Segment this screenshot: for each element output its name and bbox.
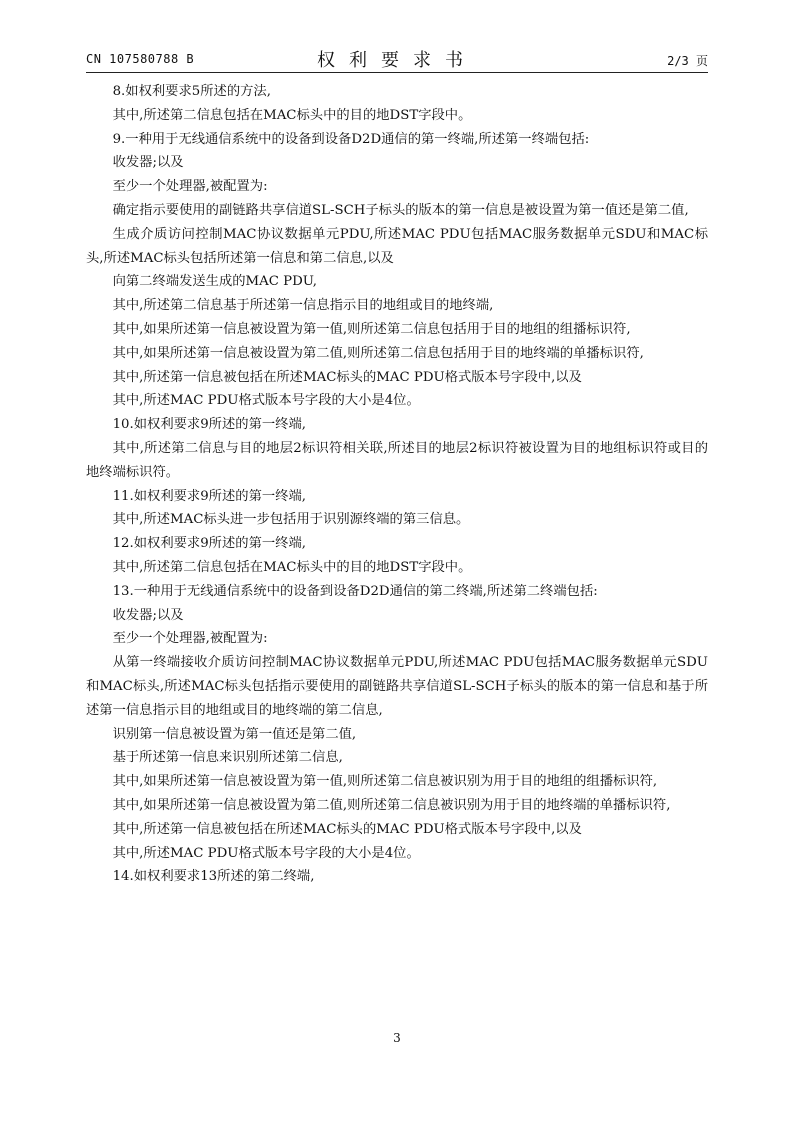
claim-paragraph: 12.如权利要求9所述的第一终端, (112, 536, 306, 552)
claim-paragraph: 至少一个处理器,被配置为: (112, 631, 268, 647)
claim-paragraph: 其中,所述第二信息包括在MAC标头中的目的地DST字段中。 (112, 559, 472, 575)
claim-paragraph: 从第一终端接收介质访问控制MAC协议数据单元PDU,所述MAC PDU包括MAC服务数据单元SDU和MAC标头,所述MAC标头包括指示要使用的副链路共享信道SL-SCH子标头的版本的第一信息和基于所述第一信息指示目的地组或目的地终端的第二信息, (86, 655, 708, 718)
patent-number: CN 107580788 B (86, 52, 195, 66)
claim-paragraph: 14.如权利要求13所述的第二终端, (112, 869, 315, 885)
claim-paragraph: 其中,所述第一信息被包括在所述MAC标头的MAC PDU格式版本号字段中,以及 (112, 821, 582, 837)
claim-paragraph: 确定指示要使用的副链路共享信道SL-SCH子标头的版本的第一信息是被设置为第一值还是第二值, (112, 202, 689, 218)
claim-paragraph: 其中,如果所述第一信息被设置为第二值,则所述第二信息被识别为用于目的地终端的单播标识符, (112, 797, 671, 813)
claim-paragraph: 其中,所述第二信息与目的地层2标识符相关联,所述目的地层2标识符被设置为目的地组标识符或目的地终端标识符。 (86, 440, 708, 480)
claim-paragraph: 至少一个处理器,被配置为: (112, 179, 268, 195)
claim-paragraph: 其中,所述第二信息包括在MAC标头中的目的地DST字段中。 (112, 107, 472, 123)
claim-paragraph: 11.如权利要求9所述的第一终端, (112, 488, 306, 504)
claim-paragraph: 10.如权利要求9所述的第一终端, (112, 417, 306, 433)
claim-paragraph: 其中,如果所述第一信息被设置为第二值,则所述第二信息包括用于目的地终端的单播标识符, (112, 345, 644, 361)
document-title: 权利要求书 (317, 50, 477, 71)
claim-paragraph: 生成介质访问控制MAC协议数据单元PDU,所述MAC PDU包括MAC服务数据单元SDU和MAC标头,所述MAC标头包括所述第一信息和第二信息,以及 (86, 226, 708, 266)
claim-paragraph: 8.如权利要求5所述的方法, (112, 84, 271, 99)
claim-paragraph: 识别第一信息被设置为第一值还是第二值, (112, 726, 357, 742)
header-divider (86, 72, 708, 73)
claim-paragraph: 13.一种用于无线通信系统中的设备到设备D2D通信的第二终端,所述第二终端包括: (112, 583, 598, 599)
claim-paragraph: 基于所述第一信息来识别所述第二信息, (112, 750, 343, 766)
page-header (86, 46, 708, 70)
claim-paragraph: 其中,所述第二信息基于所述第一信息指示目的地组或目的地终端, (112, 298, 494, 314)
claim-paragraph: 收发器;以及 (112, 155, 184, 171)
claim-paragraph: 其中,如果所述第一信息被设置为第一值,则所述第二信息被识别为用于目的地组的组播标识符, (112, 774, 658, 790)
claim-paragraph: 其中,如果所述第一信息被设置为第一值,则所述第二信息包括用于目的地组的组播标识符, (112, 321, 631, 337)
page-number: 3 (393, 1031, 401, 1045)
claims-body (86, 80, 708, 889)
claim-paragraph: 收发器;以及 (112, 607, 184, 623)
claim-paragraph: 其中,所述MAC标头进一步包括用于识别源终端的第三信息。 (112, 512, 470, 528)
claim-paragraph: 其中,所述MAC PDU格式版本号字段的大小是4位。 (112, 845, 420, 861)
claim-paragraph: 向第二终端发送生成的MAC PDU, (112, 274, 318, 290)
claim-paragraph: 其中,所述第一信息被包括在所述MAC标头的MAC PDU格式版本号字段中,以及 (112, 369, 582, 385)
claim-paragraph: 其中,所述MAC PDU格式版本号字段的大小是4位。 (112, 393, 420, 409)
claim-paragraph: 9.一种用于无线通信系统中的设备到设备D2D通信的第一终端,所述第一终端包括: (112, 131, 590, 147)
page-indicator: 2/3 页 (667, 54, 708, 68)
